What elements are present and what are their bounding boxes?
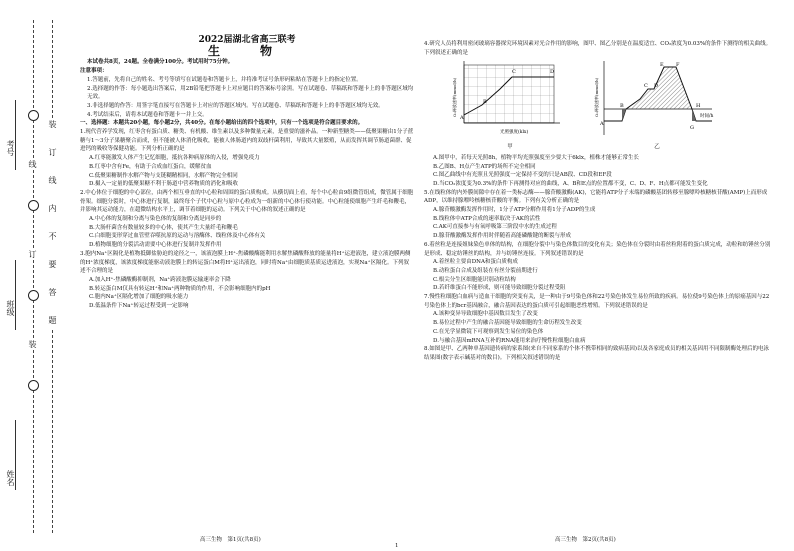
name-label: 姓名 [6,470,15,486]
question-8-stem: 8.如图是甲、乙两种单基因遗传病的家系图(来自不同家系的个体不携带相同的致病基因)以及各家庭成员的相关基因用不同限制酶处理后的电泳结果图(数字表示碱基对的数目)。下列相关叙述错误的是 [424,346,770,361]
fig-a-ylabel: O₂释放速率(mmol/h) [452,78,457,118]
note-item: 4.考试结束后，请将本试题卷和答题卡一并上交。 [87,111,208,118]
binding-margin [0,0,66,551]
cut-mark: 订 [28,250,37,258]
q7-option-c[interactable]: C.在光学显微镜下可观察到发生易位的染色体 [433,328,544,335]
q5-option-c[interactable]: C.AK可直接参与有氧呼吸第三阶段中水的生成过程 [433,224,557,231]
q1-option-c[interactable]: C.低聚果糖制作水解产物与支链糊精相同，水解产物完全相同 [89,172,238,179]
q4-option-d[interactable]: D.当CO₂浓度变为0.3%的条件下再测得对应的曲线，A、B和E点的位置都不变，C、D、F、H点都可能发生变化 [433,180,708,187]
q6-option-a[interactable]: A.着丝粒主要由DNA和蛋白质构成 [433,259,518,266]
q2-option-d[interactable]: D.植物细胞的分裂活动需要中心体进行复制并发挥作用 [89,242,222,249]
figure-a-caption: 甲 [507,144,513,151]
q4-option-b[interactable]: B.乙图B、H点产生ATP的场所不完全相同 [433,163,536,170]
question-7-stem: 7.慢性粒细胞白血病与造血干细胞的突变有关，是一种由于9号染色体和22号染色体发生易位所致的疾病。易位使9号染色体上的原癌基因与22号染色体上的bcr基因融合，融合基因表达的蛋白质可引起细胞恶性增殖。下列叙述错误的是 [424,294,770,309]
q4-option-c[interactable]: C.图乙曲线中有光照且光照强度一定保持不变的只是AB段、CD段和EF段 [433,172,612,179]
hole-icon [28,200,39,211]
q3-option-c[interactable]: C.胞内Na⁺区隔化增加了细胞的吸水能力 [89,294,189,301]
page-number: 1 [395,543,399,549]
note-item: 2.选择题的作答：每小题选出答案后，用2B铅笔把答题卡上对应题目的答案标号涂黑。写在试题卷、草稿纸和答题卡上的非答题区域均无效。 [87,85,414,101]
fig-a-point-c: C [512,69,516,76]
fig-b-point-d: D [654,83,659,90]
seal-notice: 装 订 线 内 不 要 答 题 [48,120,57,330]
q2-option-c[interactable]: C.白细胞变形穿过血管壁吞噬抗原的运动与溶酶体、线粒体及中心体有关 [89,233,266,240]
page-2-footer: 高三生物 第2页(共8页) [555,537,616,543]
question-5-stem: 5.在线粒体的内外膜间隙中存在着一类标志酶——腺苷酸激酶(AK)，它能将ATP分子末端的磷酸基团转移至腺嘌呤核糖核苷酸(AMP)上而形成ADP，以维持腺嘌呤核糖核苷酸的平衡。下列有关分析正确的是 [424,189,768,205]
fig-b-point-c: C [644,83,648,90]
q5-option-b[interactable]: B.线粒体中ATP合成的速率取决于AK的活性 [433,215,541,222]
figure-a-graph [450,59,570,139]
q7-option-b[interactable]: B.易位过程中产生的融合基因能导致细胞的生命历程发生改变 [433,320,582,327]
q4-option-a[interactable]: A.图甲中，若每天光照8h，植物平均光照强度至少要大于6klx，植株才能够正常生长 [433,154,639,161]
fig-a-point-d: D [550,69,555,76]
note-item: 1.答题前，先将自己的姓名、考号等填写在试题卷和答题卡上，并将准考证号条形码粘贴在答题卡上的指定位置。 [87,76,362,83]
fig-a-point-a: A [460,115,464,122]
fig-a-point-b: B [483,99,487,106]
subject-title: 生 物 [207,43,286,58]
exam-title: 2022届湖北省高三联考 [198,35,296,45]
figure-b-graph [592,59,722,139]
fig-b-point-b: B [620,103,624,110]
page-2-column [424,40,774,363]
question-6-stem: 6.着丝粒是连接姐妹染色单体的结构，在细胞分裂中与染色体数目的变化有关；染色体在分裂时由着丝粒附着的蛋白质完成，动粒和纺锤丝分别是形成、稳定纺锤丝的结构，并与纺锤丝连接。下列叙述错误的是 [424,241,771,257]
cut-mark: 装 [28,340,37,348]
figure-b [592,59,722,151]
q4-figures [450,59,774,151]
note-item: 3.非选择题的作答：用签字笔直接写在答题卡上对应的答题区域内。写在试题卷、草稿纸和答题卡上的非答题区域均无效。 [87,102,384,109]
section-heading: 一、选择题：本题共20小题，每小题2分，共40分。在每小题给出的四个选项中，只有一个选项是符合题目要求的。 [80,120,364,127]
notes-title: 注意事项： [80,68,108,75]
fig-b-point-f: F [676,62,680,69]
exam-no-underline [15,100,16,170]
fig-b-point-g: G [690,125,694,132]
fig-b-xlabel: 时间/h [700,114,714,120]
class-underline [15,260,16,330]
q7-option-d[interactable]: D.与融合基因mRNA互补的RNA能用来治疗慢性粒细胞白血病 [433,337,586,344]
q3-option-a[interactable]: A.加入H⁺-焦磷酸酶抑制剂，Na⁺跨液泡膜运输速率会下降 [89,276,231,283]
cut-mark: 线 [28,160,37,168]
page-1-footer: 高三生物 第1页(共8页) [200,537,261,543]
class-label: 班级 [6,300,15,316]
name-underline [15,420,16,490]
hole-icon [28,380,39,391]
q6-option-b[interactable]: B.动粒蛋白合成及组装在有丝分裂前期进行 [433,267,538,274]
q1-option-b[interactable]: B.红枣中含有Fe，有助于合成血红蛋白，缓解贫血 [89,163,212,170]
fig-b-ylabel: O₂释放速率(mmol/h) [594,78,599,118]
exam-no-label: 考号 [6,140,15,156]
q5-option-d[interactable]: D.腺苷酸激酶发挥作用时伴随着高能磷酸键的断裂与形成 [433,233,571,240]
dashed-line-outer [33,20,34,533]
q3-option-d[interactable]: D.低温条件下Na⁺转运过程受到一定影响 [89,303,189,310]
q5-option-a[interactable]: A.腺苷酸激酶发挥作用时，1分子ATP分解作用将1分子ADP的生成 [433,207,596,214]
exam-info: 本试卷共8页，24题。全卷满分100分。考试用时75分钟。 [87,59,234,66]
q6-option-d[interactable]: D.若纤维蛋白不能形成，则可能导致细胞分裂过程受阻 [433,285,566,292]
q7-option-a[interactable]: A.该种变异导致细胞中基因数目发生了改变 [433,311,538,318]
q1-option-d[interactable]: D.摄入一定量的低聚果糖不利于肠道中营养物质的消化和吸收 [89,181,238,188]
figure-b-caption: 乙 [654,144,660,151]
page-1-column [80,36,414,311]
q2-option-b[interactable]: B.大肠杆菌含有数量较多的中心体，使其产生大量纤毛和鞭毛 [89,224,238,231]
q1-option-a[interactable]: A.红枣能激发人体产生记忆细胞，抵抗各种病原体的入侵，增强免疫力 [89,155,260,162]
question-1-stem: 1.现代营养学发现，红枣含有蛋白质、糖类、有机酸、维生素以及多种微量元素，是重要的滋补品。一种新型糖类——低聚果糖由1分子蔗糖与1～3分子果糖聚合而成，但不能被人体消化吸收，能被人体肠道内的双歧杆菌利用，导致其大量繁殖，从而发挥其调节肠道菌群、促进钙的吸收等保健功能。下列分析正确的是 [80,129,414,153]
hole-icon [28,290,39,301]
question-3-stem: 3.胞内Na⁺区隔化是植物抵御盐胁迫的途径之一，该液泡膜上H⁺-焦磷酸酶能利用水解焦磷酸释放的能量将H⁺运进液泡，建立液泡膜两侧的H⁺浓度梯度，该浓度梯度能驱动液泡膜上的转运蛋白M将H⁺运出液泡，同时将Na⁺由细胞质基质运进液泡，实现Na⁺区隔化。下列叙述不合理的是 [80,250,411,275]
hole-icon [28,110,39,121]
fig-a-xlabel: 光照强度(klx) [500,130,529,136]
question-2-stem: 2.中心体位于细胞的中心部位，由两个相互垂直的中心粒和周围的蛋白质构成。从横切面上看，每个中心粒由9组微管组成，微管属于细胞骨架。细胞分裂时，中心体进行复制，最终每个子代中心粒与原中心粒成为一组新的中心体行使功能。中心粒能使细胞产生纤毛和鞭毛，并影响其运动能力，在超微结构水平上，调节着细胞的运动。下列关于中心体的叙述正确的是 [80,189,414,214]
fig-b-point-h: H [696,103,701,110]
q6-option-c[interactable]: C.根尖分生区细胞能识别动粒结构 [433,276,516,283]
question-4-stem: 4.研究人员将利用密闭玻璃容器探究环境因素对光合作用的影响，图甲、图乙分别是在温度适宜、CO₂浓度为0.03%的条件下测得的相关曲线。下列叙述正确的是 [424,41,772,56]
q3-option-b[interactable]: B.转运蛋白M仅具有转运H⁺和Na⁺两种物质的作用，不会影响细胞内的pH [89,285,271,292]
q2-option-a[interactable]: A.中心体的复制和分离与染色体的复制和分离是同步的 [89,216,222,223]
fig-b-point-a: A [600,121,604,128]
figure-a [450,59,570,151]
fig-b-point-e: E [660,62,664,69]
